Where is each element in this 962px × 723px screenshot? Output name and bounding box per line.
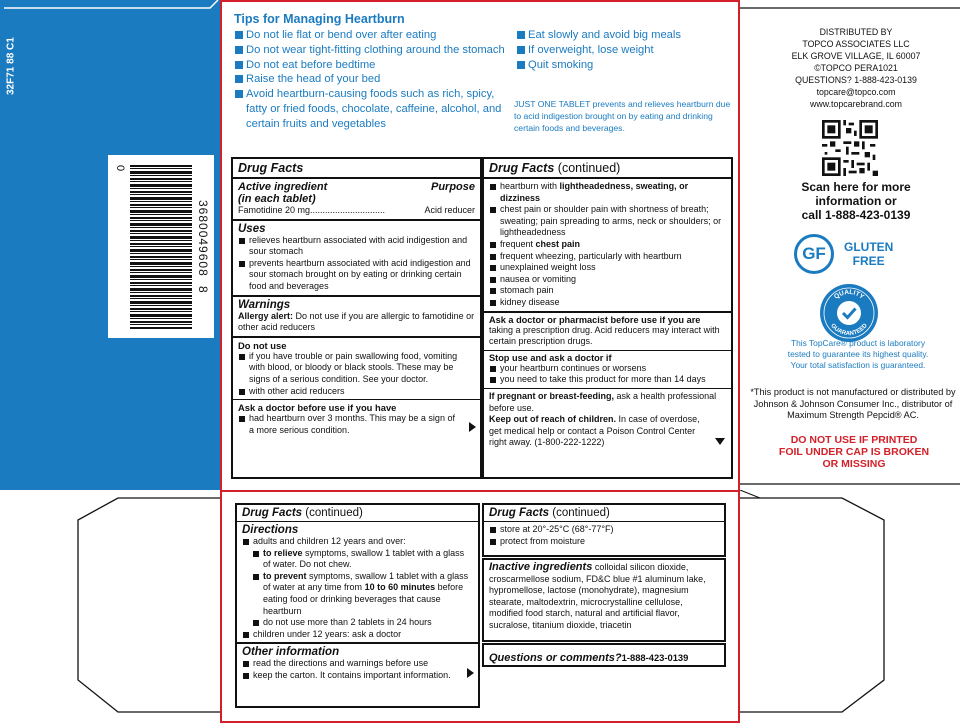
symptom-item: nausea or vomiting	[489, 274, 726, 286]
seal-top-text: QUALITY	[832, 288, 866, 301]
stop-use-item: your heartburn continues or worsens	[489, 363, 726, 375]
drug-facts-title	[489, 507, 719, 519]
symptom-text: heartburn with	[500, 181, 560, 191]
tip-item: Quit smoking	[516, 58, 726, 73]
directions-subitem	[242, 571, 473, 617]
prevent-text-2: before eating food or drinking beverages that cause heartburn	[263, 582, 464, 616]
pregnancy-keep-out-section	[484, 389, 731, 451]
dist-line: DISTRIBUTED BY	[819, 27, 893, 37]
directions-subitem: do not use more than 2 tablets in 24 hours	[242, 617, 473, 629]
dist-line: ELK GROVE VILLAGE, IL 60007	[791, 51, 921, 61]
barcode-number: 3680049608	[196, 200, 210, 278]
tips-column-2	[516, 28, 726, 72]
relieve-label: to relieve	[263, 547, 303, 558]
ask-pharmacist-text: taking a prescription drug. Acid reducers may interact with certain prescription drugs.	[489, 324, 720, 347]
tip-item: Eat slowly and avoid big meals	[516, 28, 726, 43]
ingredient-row	[238, 205, 475, 217]
symptom-item: frequent wheezing, particularly with heartburn	[489, 251, 726, 263]
upc-barcode	[108, 155, 214, 338]
ask-doctor-section	[233, 400, 480, 438]
qr-code-icon[interactable]	[822, 120, 878, 176]
stop-use-section	[484, 351, 731, 389]
other-information-title: Other information	[242, 646, 340, 659]
tip-item: If overweight, lose weight	[516, 43, 726, 58]
df4-header	[484, 505, 724, 522]
dist-line: TOPCO ASSOCIATES LLC	[802, 39, 910, 49]
do-not-use-item: with other acid reducers	[238, 386, 475, 398]
directions-item: children under 12 years: ask a doctor	[242, 629, 473, 641]
continue-arrow-icon	[469, 422, 476, 432]
relieve-text: symptoms, swallow 1 tablet with a glass of water. Do not chew.	[263, 547, 465, 570]
questions-phone: 1-888-423-0139	[621, 652, 689, 663]
ingredient-purpose: Acid reducer	[424, 205, 475, 215]
purpose-label: Purpose	[430, 181, 475, 193]
ask-doctor-title: Ask a doctor before use if you have	[238, 402, 397, 414]
storage-item: protect from moisture	[489, 536, 719, 548]
questions-title: Questions or comments?	[489, 652, 622, 664]
bottom-flap-outlines	[0, 490, 962, 723]
keep-out-body: In case of overdose, get medical help or contact a Poison Control Center right away. (1-800-222-1222)	[489, 414, 700, 448]
inactive-ingredients	[489, 562, 719, 632]
foil-warning-line: OR MISSING	[822, 457, 886, 470]
df4-title: Drug Facts	[489, 507, 550, 519]
gluten-free-icon: GF	[794, 234, 834, 274]
ask-doctor-item: had heartburn over 3 months. This may be a sign of a more serious condition.	[238, 413, 475, 436]
questions-box	[482, 643, 726, 667]
tip-item: Avoid heartburn-causing foods such as rich, spicy, fatty or fried foods, chocolate, caffeine, alcohol, and certain fruits and vegetables	[234, 87, 506, 131]
inactive-ingredients-box	[482, 558, 726, 642]
symptoms-section	[484, 179, 731, 313]
other-information-item: keep the carton. It contains important information.	[242, 670, 473, 682]
drug-facts-panel-3	[235, 503, 480, 708]
symptom-item: chest pain or shoulder pain with shortness of breath; sweating; pain spreading to arms, neck or shoulders; or lightheadedness	[489, 204, 726, 239]
stop-use-title: Stop use and ask a doctor if	[489, 352, 612, 363]
do-not-use-item: if you have trouble or pain swallowing food, vomiting with blood, or bloody or black stools. These may be signs of a serious condition. See your doctor.	[238, 351, 475, 386]
quality-line: Your total satisfaction is guaranteed.	[790, 360, 926, 370]
barcode-bars	[130, 165, 192, 329]
ask-pharmacist-title: Ask a doctor or pharmacist before use if you are	[489, 314, 701, 325]
other-information-item: read the directions and warnings before use	[242, 658, 473, 670]
quality-line: This TopCare® product is laboratory	[790, 338, 926, 348]
do-not-use-section	[233, 338, 480, 400]
pregnancy-text	[489, 391, 726, 414]
drug-facts-panel-4-storage	[482, 503, 726, 557]
inactive-ingredients-text: colloidal silicon dioxide, croscarmellose sodium, FD&C blue #1 aluminum lake, hypromellose, lactose (monohydrate), magnesium stearate, maltodextrin, microcrystalline cellulose, modified food starch, natural and artificial flavor, sucralose, titanium dioxide, triacetin	[489, 562, 706, 630]
df3-title: Drug Facts	[242, 507, 303, 519]
drug-facts-panel-1	[231, 157, 482, 479]
other-information-section	[237, 644, 478, 683]
storage-item: store at 20°-25°C (68°-77°F)	[489, 524, 719, 536]
symptom-item	[489, 239, 726, 251]
directions-title: Directions	[242, 524, 299, 536]
seal-bottom-text: GUARANTEED	[829, 322, 869, 338]
df3-continued: (continued)	[305, 507, 363, 519]
prevent-text: symptoms, swallow 1 tablet with a glass of water at any time from	[263, 570, 469, 593]
quality-line: tested to guarantee its highest quality.	[787, 349, 929, 359]
ask-pharmacist-section	[484, 313, 731, 351]
keep-out-text	[489, 414, 726, 449]
do-not-use-title: Do not use	[238, 339, 287, 351]
scan-line: call 1-888-423-0139	[801, 208, 911, 222]
drug-facts-title	[489, 161, 726, 175]
gluten-free-line: FREE	[852, 254, 885, 268]
uses-item: relieves heartburn associated with acid indigestion and sour stomach	[238, 235, 475, 258]
prevent-label: to prevent	[263, 570, 307, 581]
tip-item: Do not eat before bedtime	[234, 58, 506, 73]
ingredient-name: Famotidine 20 mg	[238, 205, 311, 215]
tip-item: Raise the head of your bed	[234, 72, 506, 87]
tip-item: Do not lie flat or bend over after eating	[234, 28, 506, 43]
prevent-timing: 10 to 60 minutes	[364, 582, 436, 593]
scan-line: information or	[815, 194, 897, 208]
disclaimer-text: *This product is not manufactured or distributed by Johnson & Johnson Consumer Inc., distributor of Maximum Strength Pepcid® AC.	[750, 387, 956, 420]
foil-warning-line: DO NOT USE IF PRINTED	[790, 434, 918, 446]
drug-facts-title	[242, 507, 473, 519]
scan-here-text	[770, 180, 942, 222]
gluten-free-text	[844, 240, 893, 268]
symptom-text: frequent	[500, 238, 536, 249]
continue-down-arrow-icon	[715, 438, 725, 445]
tip-item: Do not wear tight-fitting clothing around the stomach	[234, 43, 506, 58]
tips-column-1	[234, 28, 506, 132]
foil-warning-line: FOIL UNDER CAP IS BROKEN	[778, 445, 930, 458]
scan-line: Scan here for more	[801, 180, 911, 194]
stop-use-item: you need to take this product for more than 14 days	[489, 374, 726, 386]
active-ingredient-section	[233, 179, 480, 221]
tips-title: Tips for Managing Heartburn	[234, 12, 405, 26]
symptom-item: stomach pain	[489, 285, 726, 297]
df2-continued: (continued)	[557, 161, 621, 175]
active-ingredient-label: Active ingredient	[238, 181, 328, 193]
symptom-item: kidney disease	[489, 297, 726, 309]
quality-statement	[760, 338, 956, 371]
symptom-item	[489, 181, 726, 204]
warnings-title: Warnings	[238, 298, 291, 311]
directions-item: adults and children 12 years and over:	[242, 536, 473, 548]
active-ingredient-sub: (in each tablet)	[238, 193, 316, 205]
lot-code: 32F71 88 C1	[5, 37, 17, 95]
dist-line: www.topcarebrand.com	[810, 99, 902, 109]
ingredient-dots: ..............................	[310, 205, 386, 215]
allergy-alert	[238, 311, 475, 334]
gluten-free-line: GLUTEN	[844, 240, 894, 254]
dist-line: topcare@topco.com	[816, 87, 896, 97]
df3-header	[237, 505, 478, 522]
df4-continued: (continued)	[552, 507, 610, 519]
inactive-ingredients-title: Inactive ingredients	[489, 561, 593, 573]
active-header-row	[238, 181, 475, 193]
barcode-check-digit: 8	[196, 285, 210, 294]
symptom-bold: lightheadedness, sweating, or dizziness	[500, 181, 689, 203]
pregnancy-body: ask a health professional before use.	[489, 390, 717, 413]
continue-arrow-icon	[467, 668, 474, 678]
uses-section	[233, 221, 480, 297]
df2-header	[484, 159, 731, 179]
directions-section	[237, 522, 478, 644]
distributor-info	[756, 26, 956, 110]
barcode-digits	[196, 165, 210, 329]
foil-warning	[752, 435, 956, 470]
uses-title: Uses	[238, 222, 266, 235]
pregnancy-label: If pregnant or breast-feeding,	[489, 390, 615, 401]
keep-out-label: Keep out of reach of children.	[489, 414, 617, 425]
drug-facts-title: Drug Facts	[238, 161, 304, 175]
df-header	[233, 159, 480, 179]
quality-guaranteed-seal-icon	[818, 282, 880, 344]
df2-title: Drug Facts	[489, 161, 555, 175]
dist-line: ©TOPCO PERA1021	[814, 63, 898, 73]
directions-subitem	[242, 548, 473, 571]
drug-facts-panel-2	[482, 157, 733, 479]
gluten-free-badge	[792, 232, 922, 278]
uses-item: prevents heartburn associated with acid indigestion and sour stomach brought on by eating or drinking certain food and beverages	[238, 258, 475, 293]
warnings-section	[233, 297, 480, 338]
allergy-label: Allergy alert:	[238, 310, 294, 321]
allergy-text: Do not use if you are allergic to famotidine or other acid reducers	[238, 310, 475, 333]
symptom-item: unexplained weight loss	[489, 262, 726, 274]
barcode-lead-digit: 0	[114, 165, 126, 172]
symptom-bold: chest pain	[535, 238, 581, 249]
dist-line: QUESTIONS? 1-888-423-0139	[795, 75, 917, 85]
storage-section	[484, 522, 724, 549]
one-tablet-note: JUST ONE TABLET prevents and relieves heartburn due to acid indigestion brought on by eating and drinking certain foods and beverages.	[514, 99, 731, 133]
